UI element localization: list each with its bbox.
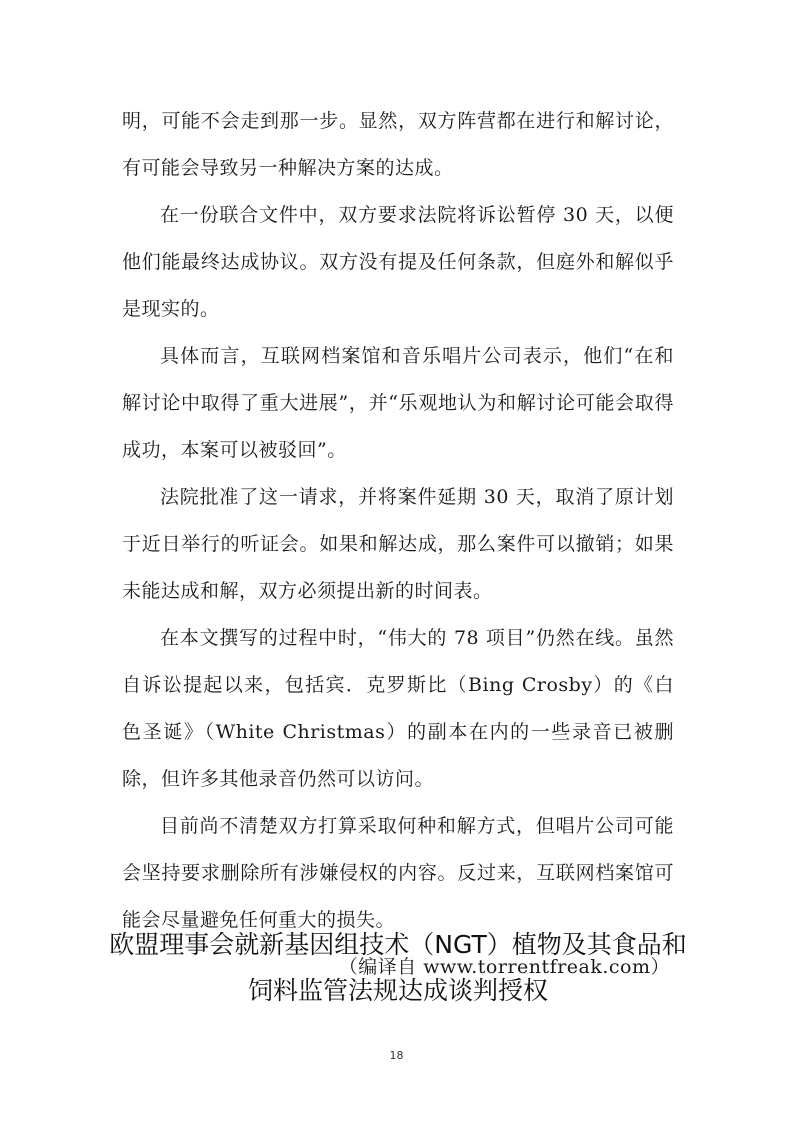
- paragraph-continuation: 明，可能不会走到那一步。显然，双方阵营都在进行和解讨论，有可能会导致另一种解决方案的达成。: [122, 110, 674, 179]
- source-attribution: （编译自 www.torrentfreak.com）: [338, 956, 670, 978]
- article-body: [122, 98, 674, 991]
- paragraph-joint-filing: 在一份联合文件中，双方要求法院将诉讼暂停 30 天，以便他们能最终达成协议。双方没有提及任何条款，但庭外和解似乎是现实的。: [122, 204, 674, 320]
- paragraph-project-status: 在本文撰写的过程中时，“伟大的 78 项目”仍然在线。虽然自诉讼提起以来，包括宾．克罗斯比（Bing Crosby）的《白色圣诞》（White Christmas）的副本在内的一些录音已被删除，但许多其他录音仍然可以访问。: [122, 627, 674, 790]
- next-article-title: 欧盟理事会就新基因组技术（NGT）植物及其食品和饲料监管法规达成谈判授权: [109, 930, 687, 1005]
- paragraph-progress-statement: 具体而言，互联网档案馆和音乐唱片公司表示，他们“在和解讨论中取得了重大进展”，并“乐观地认为和解讨论可能会取得成功，本案可以被驳回”。: [122, 345, 674, 461]
- paragraph-outlook: 目前尚不清楚双方打算采取何种和解方式，但唱片公司可能会坚持要求删除所有涉嫌侵权的内容。反过来，互联网档案馆可能会尽量避免任何重大的损失。: [122, 815, 674, 931]
- paragraph-court-approval: 法院批准了这一请求，并将案件延期 30 天，取消了原计划于近日举行的听证会。如果和解达成，那么案件可以撤销；如果未能达成和解，双方必须提出新的时间表。: [122, 486, 674, 602]
- page-number: 18: [389, 1049, 404, 1062]
